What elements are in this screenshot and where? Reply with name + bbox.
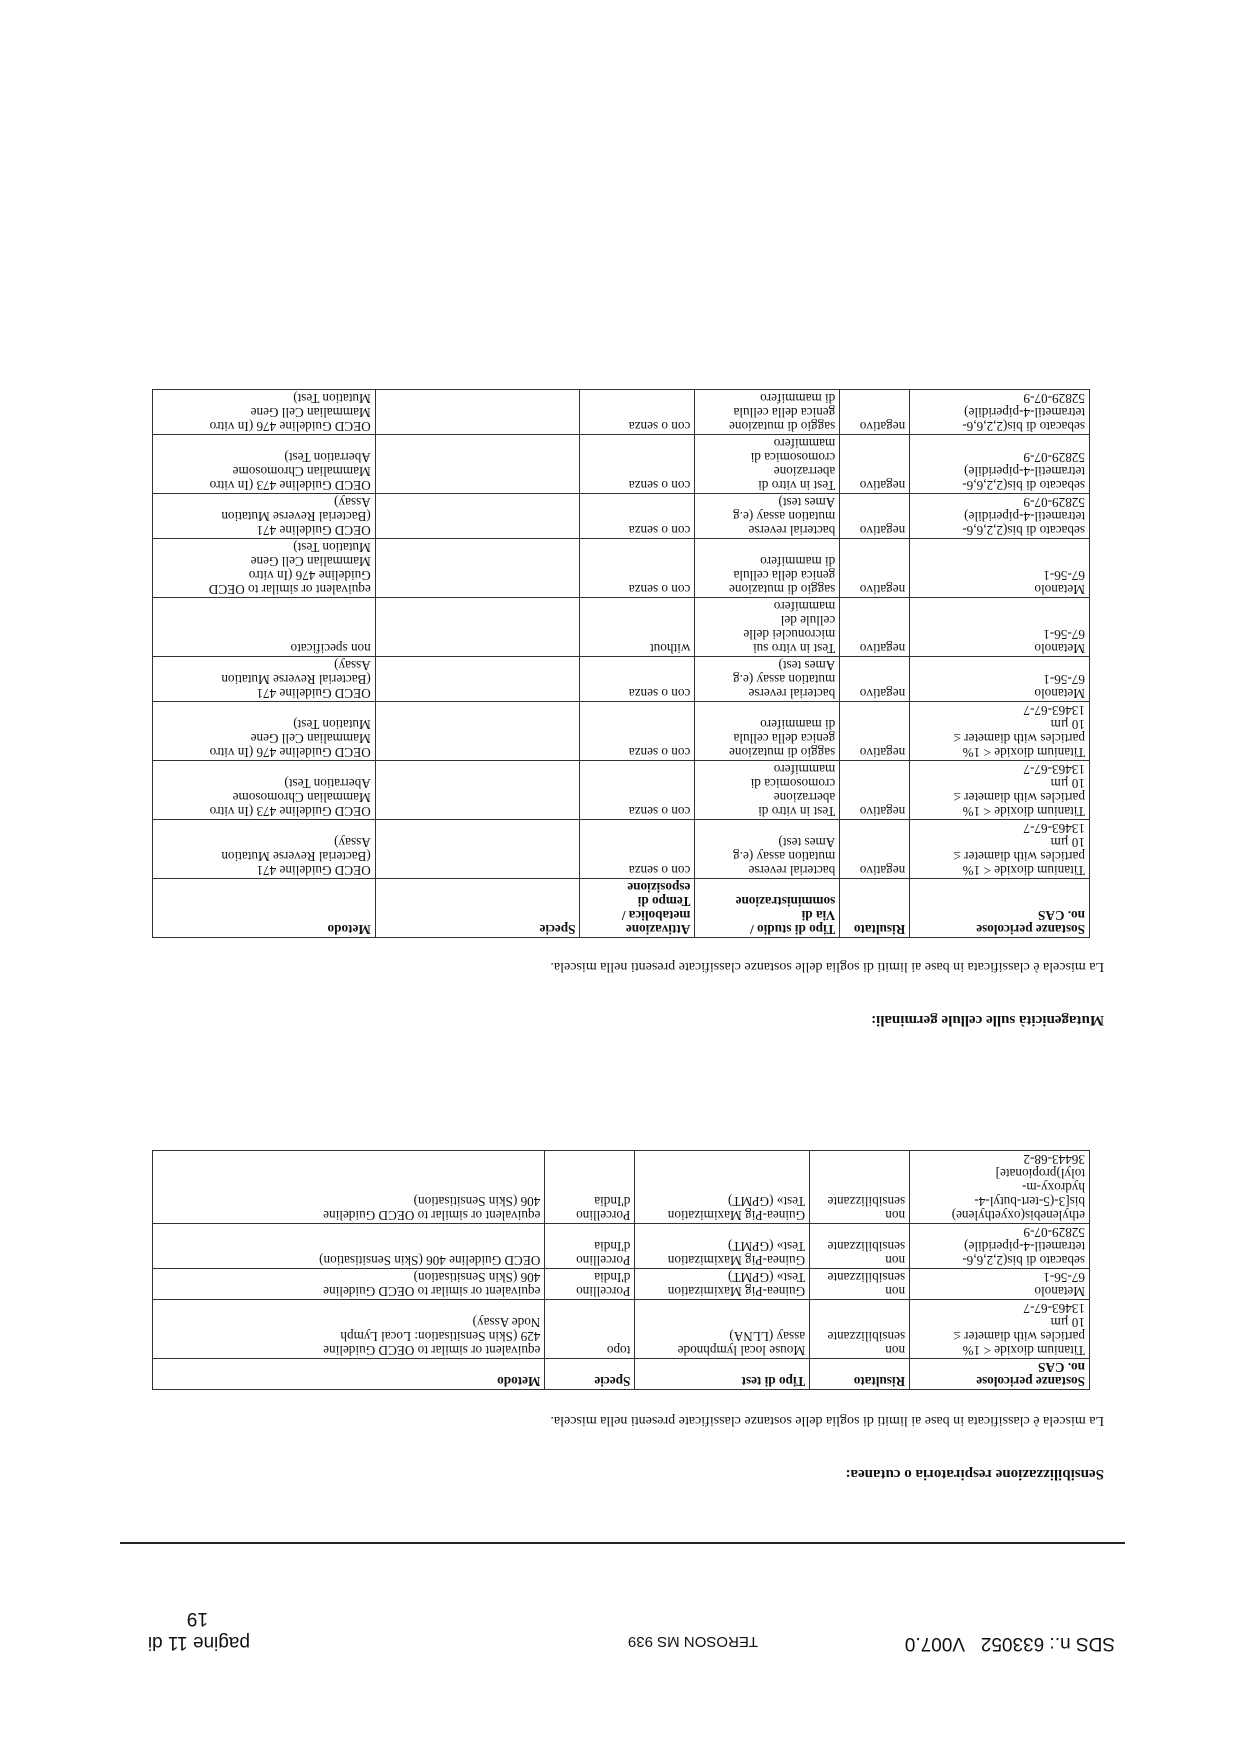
table-cell: Guinea-Pig Maximization Test» (GPMT) (635, 1151, 810, 1224)
column-header: Metodo (153, 879, 376, 938)
table-cell: negativo (840, 598, 910, 657)
table-cell (375, 390, 580, 435)
table-row (153, 598, 1090, 657)
table-row (153, 1269, 1090, 1300)
table-cell: equivalent or similar to OECD Guideline 406 (Skin Sensitisation) (153, 1269, 545, 1300)
table-cell: Guinea-Pig Maximization Test» (GPMT) (635, 1224, 810, 1269)
table-cell (375, 761, 580, 820)
table-cell: saggio di mutazione genica della cellula di mammifero (695, 539, 840, 598)
table-cell: OECD Guideline 471 (Bacterial Reverse Mutation Assay) (153, 494, 376, 539)
table-cell: bacterial reverse mutation assay (e.g Ames test) (695, 494, 840, 539)
table-cell: con o senza (580, 702, 695, 761)
table-cell (375, 598, 580, 657)
table-cell: negativo (840, 702, 910, 761)
table-cell: Porcellino d'India (545, 1151, 635, 1224)
table-row (153, 1151, 1090, 1224)
table-cell: sebacato di bis(2,2,6,6- tetrametil-4-piperidile) 52829-07-9 (910, 390, 1090, 435)
table-cell: topo (545, 1300, 635, 1359)
table-cell: Metanolo 67-56-1 (910, 539, 1090, 598)
table-row (153, 1300, 1090, 1359)
table-cell (375, 657, 580, 702)
table-cell: non sensibilizzante (810, 1269, 910, 1300)
table-cell: con o senza (580, 761, 695, 820)
table-cell: saggio di mutazione genica della cellula di mammifero (695, 390, 840, 435)
sensitization-heading: Sensibilizzazione respiratoria o cutanea: (845, 1466, 1104, 1482)
mutagenicity-table (152, 389, 1090, 938)
table-cell: Porcellino d'India (545, 1269, 635, 1300)
table-row (153, 657, 1090, 702)
table-header-row (153, 1359, 1090, 1390)
table-row (153, 435, 1090, 494)
table-cell: negativo (840, 761, 910, 820)
column-header: Tipo di studio / Via di somministrazione (695, 879, 840, 938)
table-cell: OECD Guideline 476 (In vitro Mammalian Cell Gene Mutation Test) (153, 390, 376, 435)
table-cell: non sensibilizzante (810, 1224, 910, 1269)
table-cell: OECD Guideline 471 (Bacterial Reverse Mutation Assay) (153, 820, 376, 879)
table-cell: Porcellino d'India (545, 1224, 635, 1269)
table-cell (375, 494, 580, 539)
mutagenicity-note: La miscela è classificata in base ai limiti di soglia delle sostanze classificate presenti nella miscela. (550, 959, 1104, 974)
page-number: pagine 11 di 19 (147, 1608, 250, 1653)
table-cell: OECD Guideline 473 (In vitro Mammalian Chromosome Aberration Test) (153, 761, 376, 820)
sds-version: V007.0 (904, 1633, 965, 1654)
table-cell: OECD Guideline 473 (In vitro Mammalian Chromosome Aberration Test) (153, 435, 376, 494)
table-cell: ethylenebis(oxyethylene) bis[3-(5-tert-butyl-4- hydroxy-m- tolyl)propionate] 36443-68-2 (910, 1151, 1090, 1224)
table-cell: OECD Guideline 476 (In vitro Mammalian Cell Gene Mutation Test) (153, 702, 376, 761)
table-row (153, 761, 1090, 820)
header-divider (120, 1542, 1125, 1544)
table-cell: bacterial reverse mutation assay (e.g Ames test) (695, 820, 840, 879)
table-cell: negativo (840, 494, 910, 539)
table-header-row (153, 879, 1090, 938)
table-cell: bacterial reverse mutation assay (e.g Ames test) (695, 657, 840, 702)
table-cell: non sensibilizzante (810, 1300, 910, 1359)
sensitization-note: La miscela è classificata in base ai limiti di soglia delle sostanze classificate presenti nella miscela. (550, 1413, 1104, 1428)
table-cell: Test in vitro di aberrazione cromosomica di mammifero (695, 761, 840, 820)
table-cell: negativo (840, 435, 910, 494)
table-cell: negativo (840, 539, 910, 598)
table-cell: Test in vitro di aberrazione cromosomica di mammifero (695, 435, 840, 494)
table-cell: sebacato di bis(2,2,6,6- tetrametil-4-piperidile) 52829-07-9 (910, 494, 1090, 539)
table-cell: negativo (840, 820, 910, 879)
column-header: Tipo di test (635, 1359, 810, 1390)
column-header: Risultato (840, 879, 910, 938)
table-cell: sebacato di bis(2,2,6,6- tetrametil-4-piperidile) 52829-07-9 (910, 435, 1090, 494)
table-cell: con o senza (580, 494, 695, 539)
table-cell: non specificato (153, 598, 376, 657)
table-cell: without (580, 598, 695, 657)
table-row (153, 820, 1090, 879)
product-name: TEROSON MS 939 (627, 1633, 758, 1650)
table-cell: Metanolo 67-56-1 (910, 657, 1090, 702)
table-cell: Titanium dioxide < 1% particles with diameter ≤ 10 µm 13463-67-7 (910, 761, 1090, 820)
table-row (153, 494, 1090, 539)
mutagenicity-heading: Mutagenicità sulle cellule germinali: (871, 1012, 1104, 1028)
table-cell: OECD Guideline 471 (Bacterial Reverse Mutation Assay) (153, 657, 376, 702)
table-cell: Guinea-Pig Maximization Test» (GPMT) (635, 1269, 810, 1300)
table-cell (375, 539, 580, 598)
table-cell (375, 702, 580, 761)
table-cell: con o senza (580, 657, 695, 702)
column-header: Sostanze pericolose no. CAS (910, 879, 1090, 938)
table-cell: Metanolo 67-56-1 (910, 1269, 1090, 1300)
column-header: Sostanze pericolose no. CAS (910, 1359, 1090, 1390)
table-cell: OECD Guideline 406 (Skin Sensitisation) (153, 1224, 545, 1269)
table-cell: sebacato di bis(2,2,6,6- tetrametil-4-piperidile) 52829-07-9 (910, 1224, 1090, 1269)
table-cell: con o senza (580, 390, 695, 435)
table-row (153, 702, 1090, 761)
table-cell: Test in vitro sui micronuclei delle cellule del mammifero (695, 598, 840, 657)
table-cell: equivalent or similar to OECD Guideline 429 (Skin Sensitisation: Local Lymph Node Assay) (153, 1300, 545, 1359)
column-header: Attivazione metabolica / Tempo di esposizione (580, 879, 695, 938)
sds-number: SDS n.: 633052 V007.0 (904, 1633, 1115, 1654)
table-row (153, 1224, 1090, 1269)
column-header: Specie (375, 879, 580, 938)
column-header: Specie (545, 1359, 635, 1390)
table-cell: equivalent or similar to OECD Guideline 476 (In vitro Mammalian Cell Gene Mutation Test) (153, 539, 376, 598)
sensitization-table (152, 1150, 1090, 1390)
table-row (153, 390, 1090, 435)
table-cell: con o senza (580, 539, 695, 598)
table-cell: Titanium dioxide < 1% particles with diameter ≤ 10 µm 13463-67-7 (910, 702, 1090, 761)
table-cell (375, 435, 580, 494)
table-cell: saggio di mutazione genica della cellula di mammifero (695, 702, 840, 761)
table-cell: con o senza (580, 820, 695, 879)
table-cell: Titanium dioxide < 1% particles with diameter ≤ 10 µm 13463-67-7 (910, 820, 1090, 879)
table-cell (375, 820, 580, 879)
table-cell: non sensibilizzante (810, 1151, 910, 1224)
table-cell: con o senza (580, 435, 695, 494)
table-cell: equivalent or similar to OECD Guideline 406 (Skin Sensitisation) (153, 1151, 545, 1224)
table-cell: negativo (840, 657, 910, 702)
table-cell: negativo (840, 390, 910, 435)
table-row (153, 539, 1090, 598)
table-cell: Metanolo 67-56-1 (910, 598, 1090, 657)
table-cell: Mouse local lymphnode assay (LLNA) (635, 1300, 810, 1359)
column-header: Risultato (810, 1359, 910, 1390)
column-header: Metodo (153, 1359, 545, 1390)
table-cell: Titanium dioxide < 1% particles with diameter ≤ 10 µm 13463-67-7 (910, 1300, 1090, 1359)
